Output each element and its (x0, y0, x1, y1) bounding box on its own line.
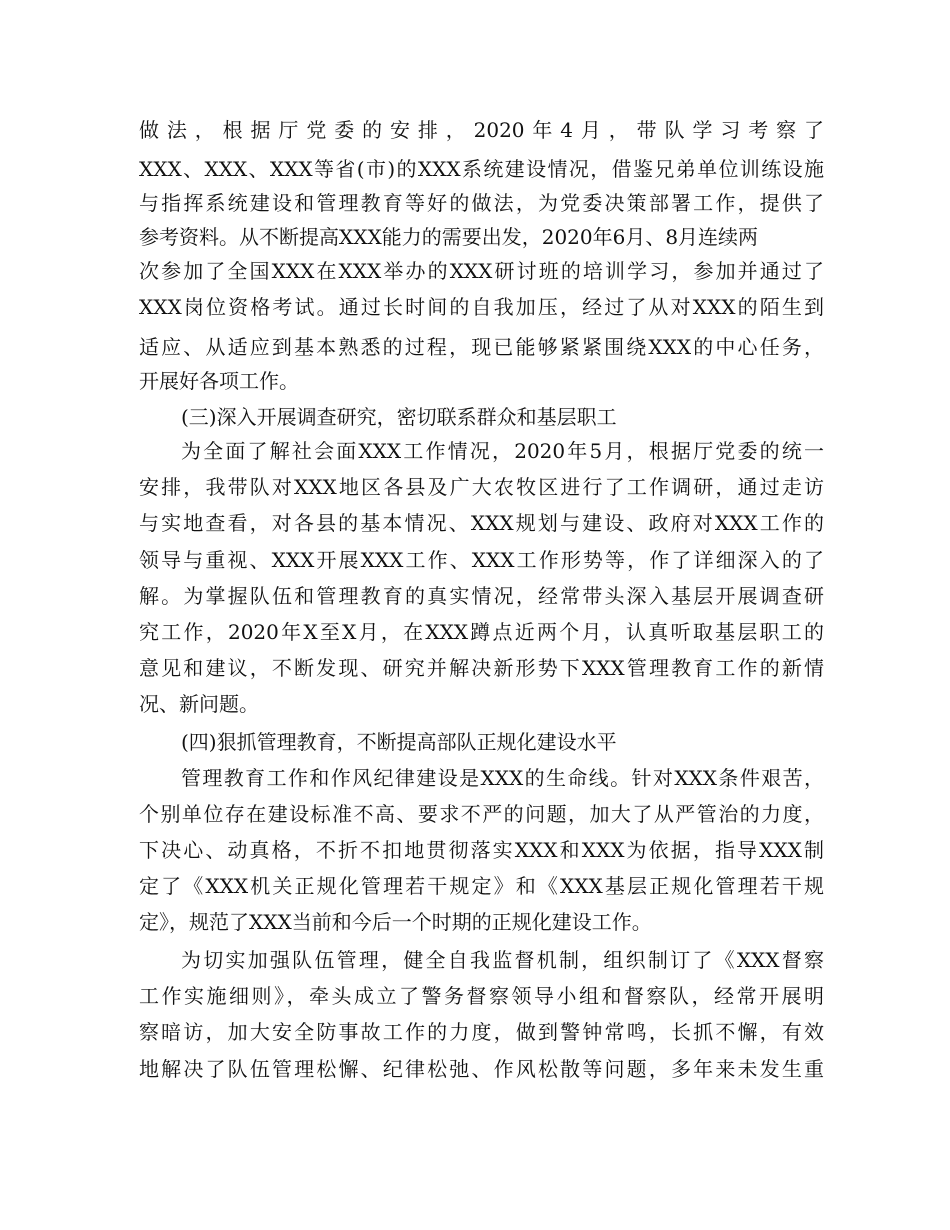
body-text-line: XXX岗位资格考试。通过长时间的自我加压，经过了从对XXX的陌生到 (139, 295, 824, 319)
body-text-line: 与指挥系统建设和管理教育等好的做法，为党委决策部署工作，提供了 (139, 191, 824, 215)
body-text-line: 况、新问题。 (139, 692, 259, 716)
body-text-line: 做法，根据厅党委的安排，2020年4月，带队学习考察了 (139, 118, 824, 142)
body-text-line: 安排，我带队对XXX地区各县及广大农牧区进行了工作调研，通过走访 (139, 475, 824, 499)
body-text-line: 究工作，2020年X至X月，在XXX蹲点近两个月，认真听取基层职工的 (139, 620, 824, 644)
body-text-line: 管理教育工作和作风纪律建设是XXX的生命线。针对XXX条件艰苦， (181, 766, 824, 790)
body-text-line: 定》，规范了XXX当前和今后一个时期的正规化建设工作。 (139, 910, 652, 934)
body-text-line: 地解决了队伍管理松懈、纪律松弛、作风松散等问题，多年来未发生重 (139, 1057, 824, 1081)
body-text-line: 开展好各项工作。 (139, 369, 299, 393)
body-text-line: 为切实加强队伍管理，健全自我监督机制，组织制订了《XXX督察 (181, 948, 824, 972)
body-text-line: 工作实施细则》，牵头成立了警务督察领导小组和督察队，经常开展明 (139, 984, 824, 1008)
body-text-line: 意见和建议，不断发现、研究并解决新形势下XXX管理教育工作的新情 (139, 656, 824, 680)
body-text-line: 为全面了解社会面XXX工作情况，2020年5月，根据厅党委的统一 (181, 439, 824, 463)
body-text-line: 次参加了全国XXX在XXX举办的XXX研讨班的培训学习，参加并通过了 (139, 259, 824, 283)
section-heading: (四)狠抓管理教育，不断提高部队正规化建设水平 (181, 730, 617, 754)
section-heading: (三)深入开展调查研究，密切联系群众和基层职工 (181, 405, 617, 429)
body-text-line: 定了《XXX机关正规化管理若干规定》和《XXX基层正规化管理若干规 (139, 874, 824, 898)
body-text-line: 领导与重视、XXX开展XXX工作、XXX工作形势等，作了详细深入的了 (139, 548, 824, 572)
body-text-line: 解。为掌握队伍和管理教育的真实情况，经常带头深入基层开展调查研 (139, 584, 824, 608)
body-text-line: 参考资料。从不断提高XXX能力的需要出发，2020年6月、8月连续两 (139, 225, 759, 249)
body-text-line: 个别单位存在建设标准不高、要求不严的问题，加大了从严管治的力度， (139, 802, 824, 826)
body-text-line: 下决心、动真格，不折不扣地贯彻落实XXX和XXX为依据，指导XXX制 (139, 838, 824, 862)
body-text-line: 与实地查看，对各县的基本情况、XXX规划与建设、政府对XXX工作的 (139, 511, 824, 535)
body-text-line: 适应、从适应到基本熟悉的过程，现已能够紧紧围绕XXX的中心任务， (139, 335, 824, 359)
body-text-line: XXX、XXX、XXX等省(市)的XXX系统建设情况，借鉴兄弟单位训练设施 (139, 157, 824, 181)
body-text-line: 察暗访，加大安全防事故工作的力度，做到警钟常鸣，长抓不懈，有效 (139, 1020, 824, 1044)
